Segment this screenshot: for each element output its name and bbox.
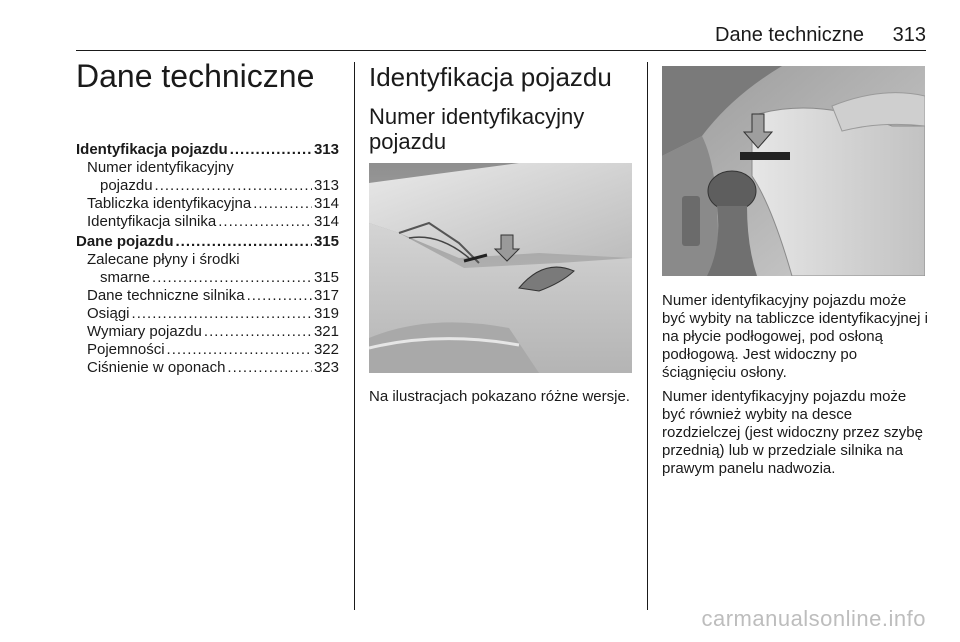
toc-entry-text: Identyfikacja pojazdu: [76, 141, 228, 158]
toc-entry[interactable]: [76, 323, 339, 341]
running-header-title: Dane techniczne: [715, 24, 864, 46]
toc-entry-page: 314: [313, 195, 339, 212]
figure-caption: Na ilustracjach pokazano różne wersje.: [369, 388, 630, 405]
toc-entry-text: Identyfikacja silnika: [87, 213, 217, 230]
toc-entry[interactable]: [76, 287, 339, 305]
floor-vin-illustration: [662, 66, 925, 276]
body-paragraph: Numer identyfikacyjny pojazdu może być wybity na tabliczce identyfikacyjnej i na płycie podłogowej, pod osłoną podłogową. Jest widoczny po ściągnięciu osłony.: [662, 292, 928, 381]
toc-entry-page: 315: [313, 269, 339, 286]
toc-entry-text: smarne: [100, 269, 151, 286]
toc-entry-page: 319: [313, 305, 339, 322]
toc-entry-page: 315: [313, 233, 339, 250]
toc-entry-text: Dane techniczne silnika: [87, 287, 245, 304]
toc-entry[interactable]: [76, 251, 339, 269]
toc-entry[interactable]: [76, 359, 339, 377]
chapter-title: Dane techniczne: [76, 58, 315, 94]
page-number: 313: [892, 24, 926, 46]
windshield-vin-illustration: [369, 163, 632, 373]
toc-entry[interactable]: [76, 177, 339, 195]
toc-leader-dots: [227, 359, 312, 377]
toc-entry[interactable]: [76, 213, 339, 231]
toc-entry[interactable]: [76, 341, 339, 359]
column-divider: [647, 62, 648, 610]
toc-entry-page: 317: [313, 287, 339, 304]
toc-leader-dots: [152, 269, 312, 287]
toc-entry-text: Dane pojazdu: [76, 233, 174, 250]
header-rule: [76, 50, 926, 51]
toc-leader-dots: [176, 233, 312, 251]
toc-entry-page: 323: [313, 359, 339, 376]
toc-entry-page: 313: [313, 141, 339, 158]
toc-entry-text: Numer identyfikacyjny: [87, 159, 234, 176]
toc-entry-text: Pojemności: [87, 341, 165, 358]
section-title: Identyfikacja pojazdu: [369, 62, 612, 92]
toc-leader-dots: [218, 213, 312, 231]
toc-leader-dots: [132, 305, 312, 323]
watermark: carmanualsonline.info: [701, 606, 926, 631]
body-paragraph: Numer identyfikacyjny pojazdu może być również wybity na desce rozdzielczej (jest widoczny przez szybę przednią) lub w przedziale silnika na prawym panelu nadwozia.: [662, 388, 923, 477]
toc-leader-dots: [204, 323, 312, 341]
toc-entry[interactable]: [76, 159, 339, 177]
body-text: [662, 292, 930, 484]
toc-leader-dots: [167, 341, 312, 359]
column-divider: [354, 62, 355, 610]
toc-entry-text: Osiągi: [87, 305, 130, 322]
subsection-title: Numer identyfikacyjny pojazdu: [369, 104, 585, 154]
toc-entry[interactable]: [76, 269, 339, 287]
toc-entry-text: Tabliczka identyfikacyjna: [87, 195, 252, 212]
toc-leader-dots: [247, 287, 312, 305]
toc-entry[interactable]: [76, 141, 339, 159]
toc-entry-page: 321: [313, 323, 339, 340]
toc-entry[interactable]: [76, 305, 339, 323]
table-of-contents: [76, 141, 339, 377]
toc-entry-text: pojazdu: [100, 177, 153, 194]
toc-entry-page: 314: [313, 213, 339, 230]
toc-entry-text: Ciśnienie w oponach: [87, 359, 226, 376]
toc-entry-text: Wymiary pojazdu: [87, 323, 202, 340]
toc-entry-page: 322: [313, 341, 339, 358]
toc-leader-dots: [230, 141, 312, 159]
toc-entry-text: Zalecane płyny i środki: [87, 251, 240, 268]
toc-leader-dots: [155, 177, 312, 195]
toc-leader-dots: [253, 195, 312, 213]
toc-entry-page: 313: [313, 177, 339, 194]
toc-entry[interactable]: [76, 233, 339, 251]
toc-entry[interactable]: [76, 195, 339, 213]
